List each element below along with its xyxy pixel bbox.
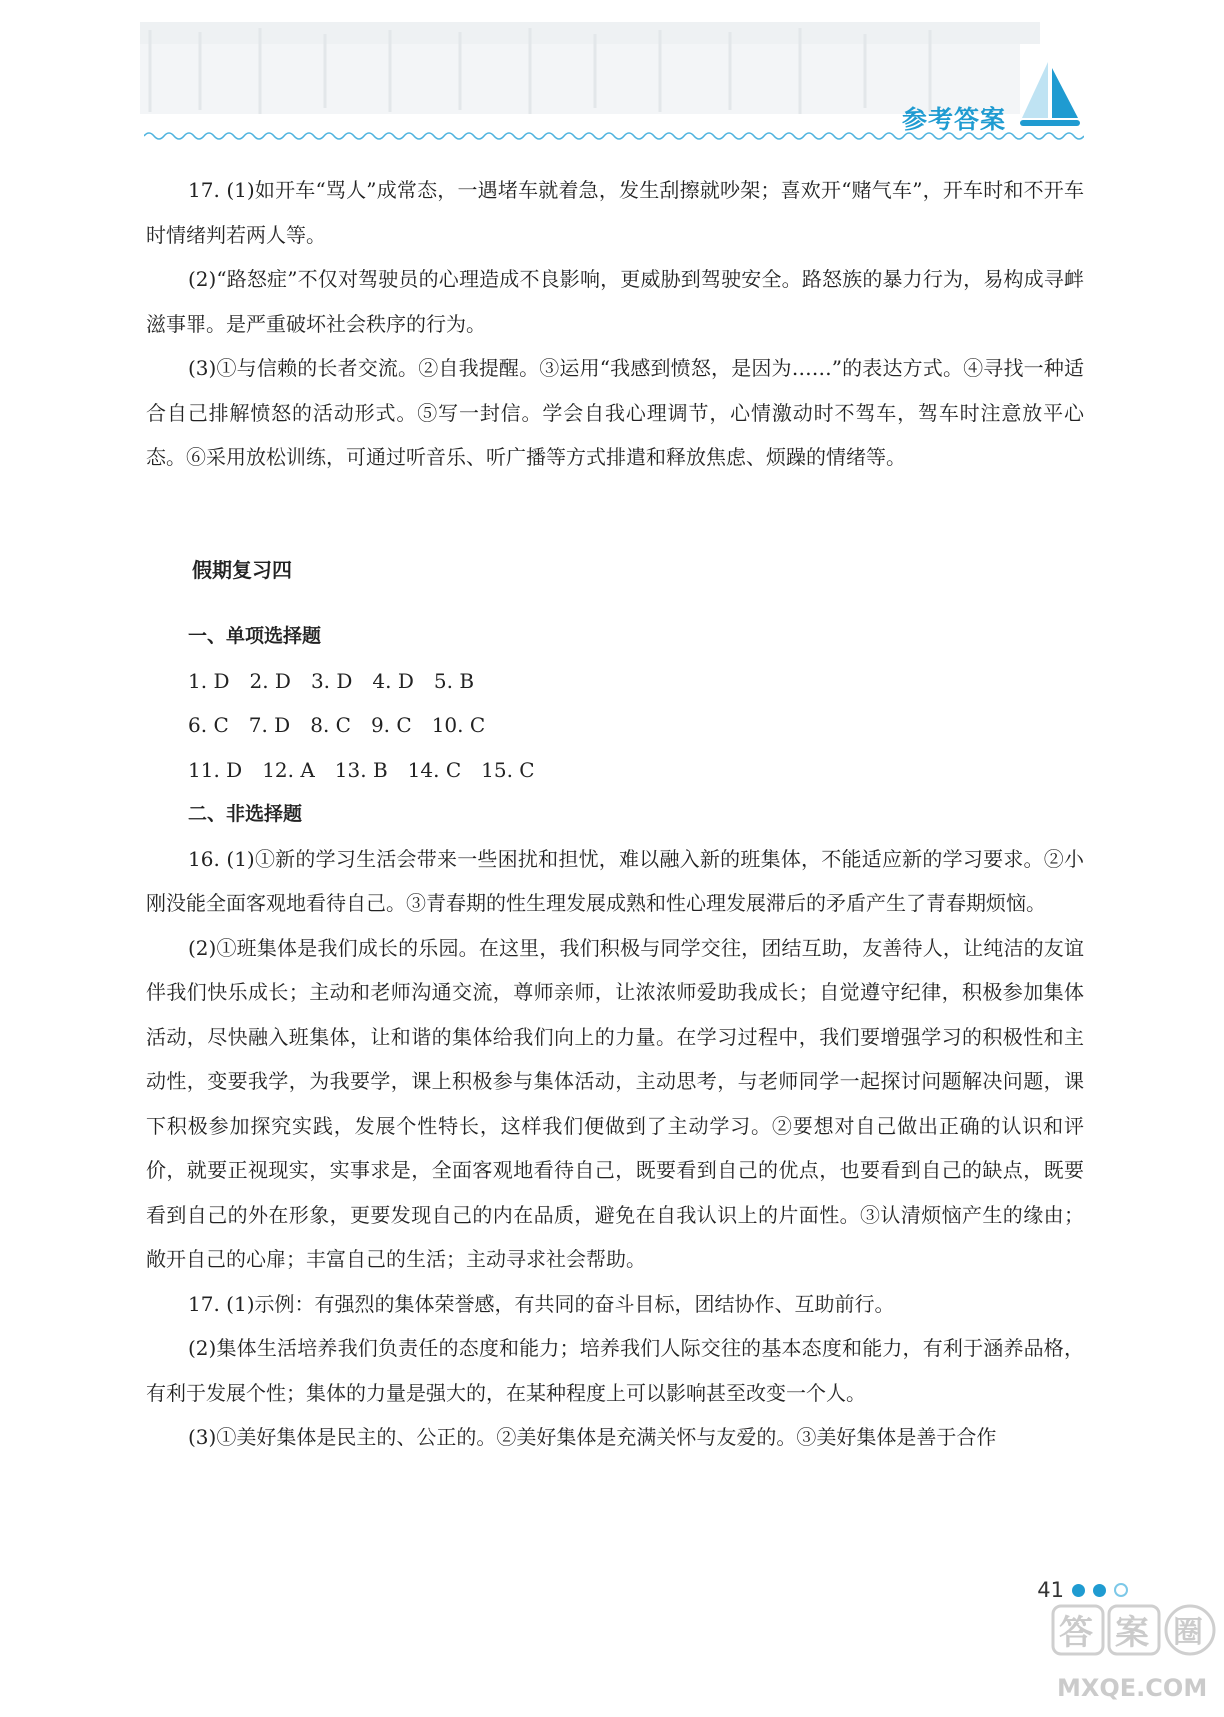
q17b-part3: (3)①美好集体是民主的、公正的。②美好集体是充满关怀与友爱的。③美好集体是善于合作: [188, 1425, 997, 1449]
sailboat-icon: [1018, 60, 1082, 132]
q17-part2: (2)“路怒症”不仅对驾驶员的心理造成不良影响，更威胁到驾驶安全。路怒族的暴力行为，易构成寻衅滋事罪。是严重破坏社会秩序的行为。: [146, 267, 1084, 336]
q16-part2: (2)①班集体是我们成长的乐园。在这里，我们积极与同学交往，团结互助，友善待人，让纯洁的友谊伴我们快乐成长；主动和老师沟通交流，尊师亲师，让浓浓师爱助我成长；自觉遵守纪律，积极参加集体活动，尽快融入班集体，让和谐的集体给我们向上的力量。在学习过程中，我们要增强学习的积极性和主动性，变要我学，为我要学，课上积极参与集体活动，主动思考，与老师同学一起探讨问题解决问题，课下积极参加探究实践，发展个性特长，这样我们便做到了主动学习。②要想对自己做出正确的认识和评价，就要正视现实，实事求是，全面客观地看待自己，既要看到自己的优点，也要看到自己的缺点，既要看到自己的外在形象，更要发现自己的内在品质，避免在自我认识上的片面性。③认清烦恼产生的缘由；敞开自己的心扉；丰富自己的生活；主动寻求社会帮助。: [146, 935, 1084, 1271]
page-number: 41: [1037, 1578, 1064, 1602]
part2-title: 二、非选择题: [188, 803, 303, 825]
q17b-part1: 17. (1)示例：有强烈的集体荣誉感，有共同的奋斗目标，团结协作、互助前行。: [188, 1291, 895, 1316]
part1-title: 一、单项选择题: [188, 625, 322, 647]
q16-part1: 16. (1)①新的学习生活会带来一些困扰和担忧，难以融入新的班集体，不能适应新的学习要求。②小刚没能全面客观地看待自己。③青春期的性生理发展成熟和性心理发展滞后的矛盾产生了青春期烦恼。: [146, 846, 1084, 915]
page-dot: [1093, 1584, 1106, 1597]
page-dot: [1072, 1584, 1085, 1597]
page-dot: [1114, 1583, 1128, 1597]
watermark-logo: [1045, 1600, 1220, 1710]
page-footer: [1037, 1578, 1128, 1602]
svg-text:案: 案: [1115, 1613, 1149, 1653]
svg-text:圈: 圈: [1173, 1615, 1203, 1650]
header-label: 参考答案: [902, 105, 1007, 134]
choice-row: 6. C 7. D 8. C 9. C 10. C: [188, 713, 486, 737]
header-wave-line: [144, 130, 1084, 142]
svg-text:MXQE.COM: MXQE.COM: [1057, 1674, 1208, 1702]
q17-part3: (3)①与信赖的长者交流。②自我提醒。③运用“我感到愤怒，是因为……”的表达方式。④寻找一种适合自己排解愤怒的活动形式。⑤写一封信。学会自我心理调节，心情激动时不驾车，驾车时注意放平心态。⑥采用放松训练，可通过听音乐、听广播等方式排遣和释放焦虑、烦躁的情绪等。: [146, 356, 1084, 469]
section-title: 假期复习四: [192, 558, 292, 582]
choice-row: 11. D 12. A 13. B 14. C 15. C: [188, 757, 535, 782]
svg-text:答: 答: [1059, 1613, 1093, 1653]
answer-block-main: [146, 614, 1084, 1460]
choice-row: 1. D 2. D 3. D 4. D 5. B: [188, 668, 475, 693]
q17-part1: 17. (1)如开车“骂人”成常态，一遇堵车就着急，发生刮擦就吵架；喜欢开“赌气车”，开车时和不开车时情绪判若两人等。: [146, 178, 1084, 247]
q17b-part2: (2)集体生活培养我们负责任的态度和能力；培养我们人际交往的基本态度和能力，有利于涵养品格，有利于发展个性；集体的力量是强大的，在某种程度上可以影响甚至改变一个人。: [146, 1336, 1084, 1405]
answer-block-top: [146, 168, 1084, 480]
